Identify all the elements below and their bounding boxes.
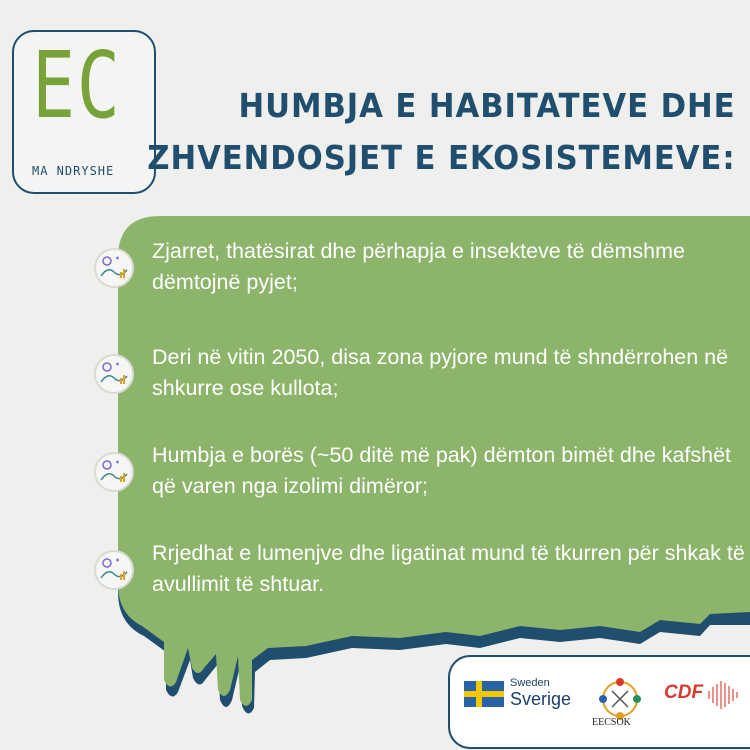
partner-logos — [448, 655, 750, 749]
bullet-text: Rrjedhat e lumenjve dhe ligatinat mund të tkurren për shkak të avullimit të shtuar. — [152, 541, 745, 596]
eecsok-label: EECSOK — [592, 717, 631, 728]
sweden-label: Sweden — [510, 677, 550, 689]
ecosystem-icon — [94, 354, 134, 394]
sweden-flag-icon — [464, 681, 504, 707]
bullet-text: Zjarret, thatësirat dhe përhapja e insekteve të dëmshme dëmtojnë pyjet; — [152, 239, 686, 294]
sverige-label: Sverige — [510, 689, 572, 709]
logo-tagline: MA NDRYSHE — [32, 164, 115, 178]
cdf-bars-icon — [708, 681, 740, 709]
ecosystem-icon — [94, 452, 134, 492]
logo-letters: EC — [32, 32, 122, 139]
title-line-2: ZHVENDOSJET E EKOSISTEMEVE: — [147, 138, 736, 177]
bullet-text: Humbja e borës (~50 ditë më pak) dëmton bimët dhe kafshët që varen nga izolimi dimëror; — [152, 443, 732, 498]
eecsok-logo-icon — [590, 669, 650, 739]
bullet-text: Deri në vitin 2050, disa zona pyjore mund të shndërrohen në shkurre ose kullota; — [152, 345, 729, 400]
cdf-logo-text: CDF — [664, 682, 704, 703]
title-line-1: HUMBJA E HABITATEVE DHE — [238, 86, 737, 125]
ecosystem-icon — [94, 248, 134, 288]
ecosystem-icon — [94, 550, 134, 590]
